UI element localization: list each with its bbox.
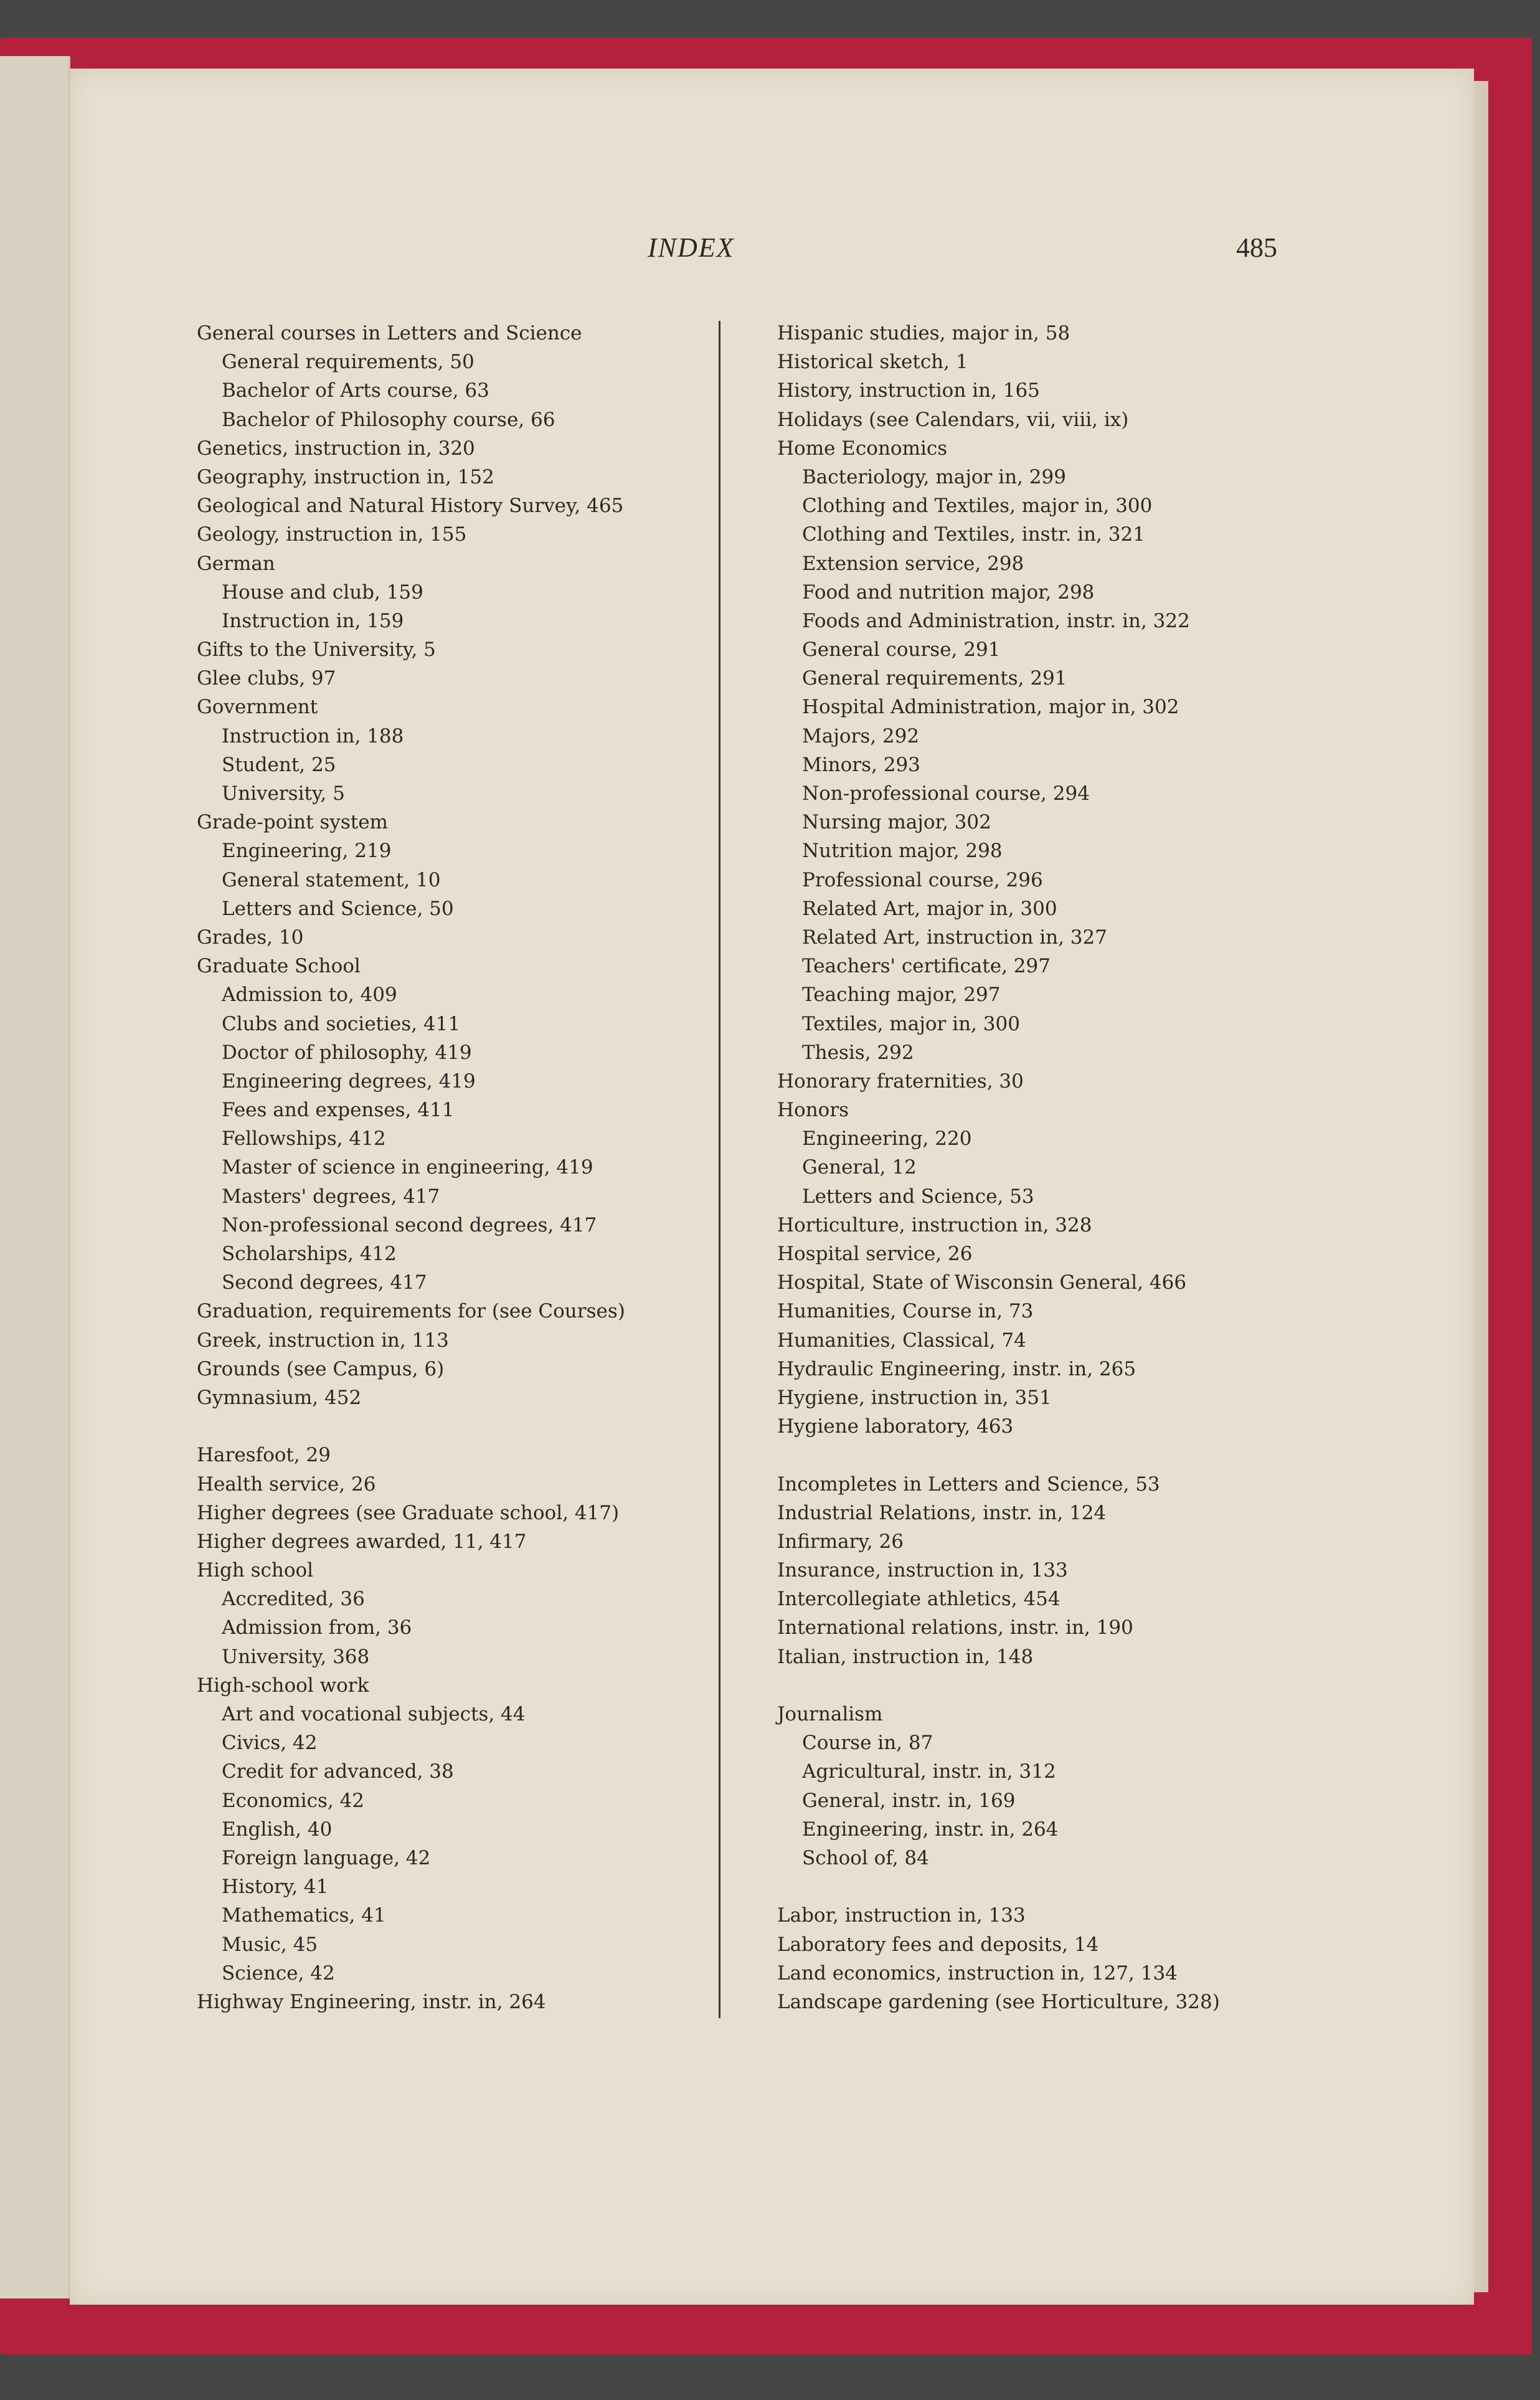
index-entry: Italian, instruction in, 148	[777, 1645, 1034, 1668]
index-entry: History, instruction in, 165	[777, 379, 1040, 402]
index-entry: Labor, instruction in, 133	[777, 1904, 1026, 1927]
index-subentry: Extension service, 298	[802, 552, 1024, 575]
previous-page-edge	[0, 56, 70, 2298]
index-subentry: Engineering degrees, 419	[222, 1070, 476, 1093]
index-subentry: General course, 291	[802, 638, 1001, 662]
index-subentry: Engineering, instr. in, 264	[802, 1818, 1059, 1841]
index-subentry: Mathematics, 41	[222, 1904, 386, 1927]
index-entry: Hispanic studies, major in, 58	[777, 322, 1070, 344]
index-subentry: General requirements, 50	[222, 351, 475, 374]
index-subentry: Fees and expenses, 411	[222, 1099, 455, 1122]
index-entry: High school	[197, 1559, 314, 1582]
index-entry: Industrial Relations, instr. in, 124	[777, 1501, 1107, 1524]
index-entry: Hydraulic Engineering, instr. in, 265	[777, 1357, 1136, 1380]
index-entry: Humanities, Classical, 74	[777, 1329, 1026, 1352]
index-subentry: House and club, 159	[222, 581, 423, 604]
index-subentry: History, 41	[222, 1876, 329, 1899]
index-entry: Grades, 10	[197, 926, 304, 949]
index-entry: Graduate School	[197, 955, 361, 978]
index-subentry: Course in, 87	[802, 1732, 933, 1755]
index-subentry: Letters and Science, 50	[222, 897, 454, 920]
index-subentry: Hospital Administration, major in, 302	[802, 696, 1179, 719]
index-subentry: Fellowships, 412	[222, 1127, 386, 1150]
index-subentry: General statement, 10	[222, 868, 441, 891]
index-entry: High-school work	[197, 1674, 369, 1697]
index-subentry: Clothing and Textiles, instr. in, 321	[802, 523, 1145, 546]
section-spacer	[197, 1412, 714, 1441]
index-entry: Glee clubs, 97	[197, 667, 336, 690]
index-entry: Honors	[777, 1099, 849, 1122]
index-subentry: Related Art, major in, 300	[802, 897, 1057, 920]
index-subentry: Letters and Science, 53	[802, 1185, 1034, 1208]
index-subentry: General, instr. in, 169	[802, 1789, 1016, 1812]
index-subentry: Nursing major, 302	[802, 811, 991, 834]
index-subentry: Second degrees, 417	[222, 1271, 427, 1294]
index-entry: German	[197, 552, 275, 575]
index-subentry: Minors, 293	[802, 753, 920, 776]
running-head-title: INDEX	[648, 232, 735, 263]
index-subentry: Clothing and Textiles, major in, 300	[802, 495, 1153, 518]
index-entry: Grade-point system	[197, 811, 388, 834]
index-subentry: Admission to, 409	[222, 984, 397, 1007]
index-subentry: Non-professional second degrees, 417	[222, 1213, 597, 1236]
index-entry: Gifts to the University, 5	[197, 638, 436, 662]
index-subentry: Admission from, 36	[222, 1616, 412, 1639]
index-subentry: Economics, 42	[222, 1789, 365, 1812]
index-subentry: Textiles, major in, 300	[802, 1012, 1020, 1035]
index-entry: Historical sketch, 1	[777, 351, 968, 374]
index-column-right	[777, 319, 1313, 2016]
index-subentry: Related Art, instruction in, 327	[802, 926, 1107, 949]
index-entry: Government	[197, 696, 318, 719]
section-spacer	[777, 1441, 1313, 1469]
index-subentry: Bacteriology, major in, 299	[802, 465, 1066, 488]
column-divider	[719, 321, 720, 2018]
page-number: 485	[1236, 232, 1277, 263]
index-entry: Haresfoot, 29	[197, 1444, 331, 1467]
index-subentry: Non-professional course, 294	[802, 782, 1090, 805]
index-subentry: Majors, 292	[802, 724, 920, 747]
index-subentry: Clubs and societies, 411	[222, 1012, 461, 1035]
index-entry: Genetics, instruction in, 320	[197, 437, 475, 460]
index-subentry: Accredited, 36	[222, 1588, 365, 1611]
index-subentry: Student, 25	[222, 753, 336, 776]
section-spacer	[777, 1671, 1313, 1700]
index-entry: Hygiene laboratory, 463	[777, 1415, 1014, 1438]
index-subentry: Doctor of philosophy, 419	[222, 1041, 472, 1064]
index-subentry: General, 12	[802, 1156, 917, 1179]
index-entry: Horticulture, instruction in, 328	[777, 1213, 1092, 1236]
index-subentry: Instruction in, 188	[222, 724, 404, 747]
index-column-left	[197, 319, 714, 2016]
index-subentry: Master of science in engineering, 419	[222, 1156, 593, 1179]
index-entry: General courses in Letters and Science	[197, 322, 582, 344]
index-subentry: General requirements, 291	[802, 667, 1067, 690]
index-subentry: Scholarships, 412	[222, 1243, 397, 1265]
index-subentry: Nutrition major, 298	[802, 840, 1003, 863]
index-entry: Hygiene, instruction in, 351	[777, 1386, 1052, 1409]
index-subentry: University, 5	[222, 782, 345, 805]
index-entry: Geological and Natural History Survey, 465	[197, 495, 624, 518]
index-entry: Infirmary, 26	[777, 1530, 904, 1553]
index-subentry: Teachers' certificate, 297	[802, 955, 1051, 978]
index-subentry: Bachelor of Arts course, 63	[222, 379, 489, 402]
index-entry: Gymnasium, 452	[197, 1386, 362, 1409]
index-subentry: Teaching major, 297	[802, 984, 1001, 1007]
index-subentry: Foods and Administration, instr. in, 322	[802, 609, 1190, 632]
index-entry: Honorary fraternities, 30	[777, 1070, 1024, 1093]
index-entry: Higher degrees awarded, 11, 417	[197, 1530, 527, 1553]
index-subentry: Bachelor of Philosophy course, 66	[222, 408, 555, 431]
index-entry: Journalism	[777, 1703, 883, 1725]
index-subentry: Engineering, 219	[222, 840, 392, 863]
index-entry: Greek, instruction in, 113	[197, 1329, 449, 1352]
index-subentry: Music, 45	[222, 1933, 318, 1956]
index-subentry: Science, 42	[222, 1961, 335, 1985]
index-subentry: Credit for advanced, 38	[222, 1760, 454, 1783]
index-entry: Humanities, Course in, 73	[777, 1300, 1034, 1323]
index-entry: Home Economics	[777, 437, 948, 460]
index-entry: Geology, instruction in, 155	[197, 523, 467, 546]
index-entry: Landscape gardening (see Horticulture, 328)	[777, 1990, 1220, 2013]
index-subentry: Art and vocational subjects, 44	[222, 1703, 526, 1725]
index-subentry: Thesis, 292	[802, 1041, 914, 1064]
index-subentry: University, 368	[222, 1645, 370, 1668]
index-subentry: English, 40	[222, 1818, 333, 1841]
index-entry: Geography, instruction in, 152	[197, 465, 494, 488]
index-entry: Insurance, instruction in, 133	[777, 1559, 1068, 1582]
index-subentry: Food and nutrition major, 298	[802, 581, 1095, 604]
index-entry: Holidays (see Calendars, vii, viii, ix)	[777, 408, 1129, 431]
index-entry: Highway Engineering, instr. in, 264	[197, 1990, 546, 2013]
index-entry: International relations, instr. in, 190	[777, 1616, 1133, 1639]
index-subentry: School of, 84	[802, 1846, 929, 1869]
index-entry: Intercollegiate athletics, 454	[777, 1588, 1061, 1611]
index-subentry: Foreign language, 42	[222, 1846, 431, 1869]
section-spacer	[777, 1872, 1313, 1901]
index-subentry: Civics, 42	[222, 1732, 318, 1755]
index-entry: Higher degrees (see Graduate school, 417)	[197, 1501, 620, 1524]
index-entry: Hospital, State of Wisconsin General, 466	[777, 1271, 1187, 1294]
index-entry: Hospital service, 26	[777, 1243, 973, 1265]
index-entry: Land economics, instruction in, 127, 134	[777, 1961, 1178, 1985]
index-entry: Graduation, requirements for (see Courses)	[197, 1300, 625, 1323]
index-entry: Incompletes in Letters and Science, 53	[777, 1473, 1160, 1496]
index-subentry: Engineering, 220	[802, 1127, 972, 1150]
index-entry: Health service, 26	[197, 1473, 376, 1496]
index-entry: Laboratory fees and deposits, 14	[777, 1933, 1099, 1956]
index-subentry: Masters' degrees, 417	[222, 1185, 440, 1208]
index-subentry: Agricultural, instr. in, 312	[802, 1760, 1056, 1783]
index-subentry: Professional course, 296	[802, 868, 1043, 891]
index-subentry: Instruction in, 159	[222, 609, 404, 632]
index-entry: Grounds (see Campus, 6)	[197, 1357, 445, 1380]
